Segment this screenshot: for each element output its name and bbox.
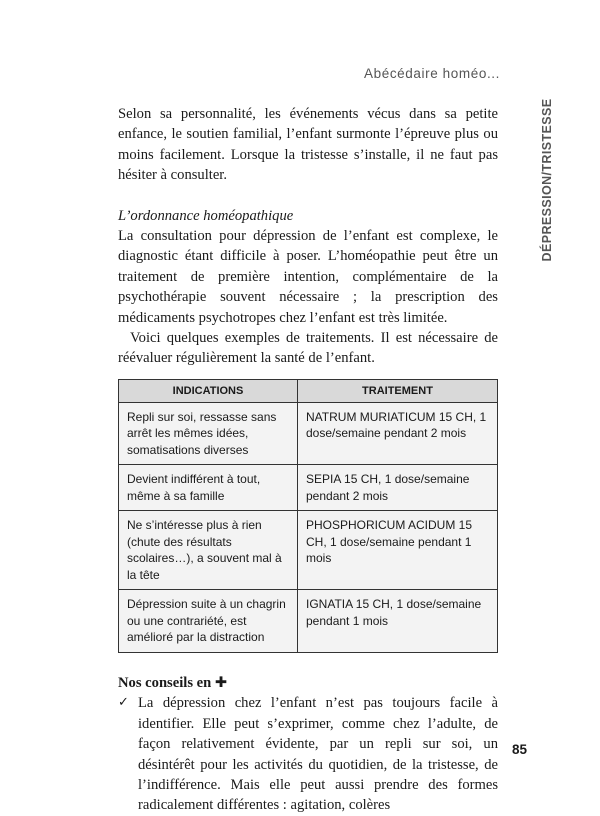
indication-cell: Devient indifférent à tout, même à sa famille — [119, 465, 298, 511]
treatment-cell: PHOSPHORICUM ACIDUM 15 CH, 1 dose/semaine pendant 1 mois — [298, 511, 498, 590]
page-content — [118, 104, 498, 816]
page-number: 85 — [512, 742, 528, 757]
indication-cell: Ne s’intéresse plus à rien (chute des résultats scolaires…), a souvent mal à la tête — [119, 511, 298, 590]
side-tab — [536, 100, 558, 260]
conseils-title — [118, 673, 498, 693]
indication-cell: Dépression suite à un chagrin ou une contrariété, est amélioré par la distraction — [119, 590, 298, 653]
treatment-cell: SEPIA 15 CH, 1 dose/semaine pendant 2 mois — [298, 465, 498, 511]
table-header-row — [119, 379, 498, 402]
checkmark-icon: ✓ — [118, 695, 129, 711]
side-tab-label: DÉPRESSION/TRISTESSE — [540, 98, 554, 262]
treatment-table — [118, 379, 498, 653]
section-paragraph-1: La consultation pour dépression de l’enfant est complexe, le diagnostic étant difficile à poser. L’homéopathie peut être un traitement de première intention, complémentaire de la psychothérapie souvent nécessaire ; la prescription des médicaments psychotropes chez l’enfant est très limitée. — [118, 228, 498, 326]
table-row — [119, 465, 498, 511]
section-paragraph-2: Voici quelques exemples de traitements. Il est nécessaire de réévaluer régulièrement la santé de l’enfant. — [118, 330, 498, 367]
header-traitement: TRAITEMENT — [298, 379, 498, 402]
table-row — [119, 590, 498, 653]
plus-icon: ✚ — [214, 673, 228, 691]
running-header: Abécédaire homéo... — [364, 66, 500, 81]
header-indications: INDICATIONS — [119, 379, 298, 402]
table-row — [119, 402, 498, 465]
intro-paragraph: Selon sa personnalité, les événements vécus dans sa petite enfance, le soutien familial, l’enfant surmonte l’épreuve plus ou moins facilement. Lorsque la tristesse s’installe, il ne faut pas hésiter à consulter. — [118, 106, 498, 184]
conseil-text: La dépression chez l’enfant n’est pas toujours facile à identifier. Elle peut s’exprimer, comme chez l’adulte, de façon relativement évidente, par un repli sur soi, un désintérêt pour les activités du quotidien, de la tristesse, de l’indifférence. Mais elle peut aussi prendre des formes radicalement différentes : agitation, colères — [138, 695, 498, 814]
conseils-title-text: Nos conseils en — [118, 674, 212, 691]
treatment-cell: IGNATIA 15 CH, 1 dose/semaine pendant 1 mois — [298, 590, 498, 653]
treatment-cell: NATRUM MURIATICUM 15 CH, 1 dose/semaine pendant 2 mois — [298, 402, 498, 465]
list-item — [118, 693, 498, 815]
indication-cell: Repli sur soi, ressasse sans arrêt les mêmes idées, somatisations diverses — [119, 402, 298, 465]
table-row — [119, 511, 498, 590]
section-title: L’ordonnance homéopathique — [118, 207, 294, 224]
